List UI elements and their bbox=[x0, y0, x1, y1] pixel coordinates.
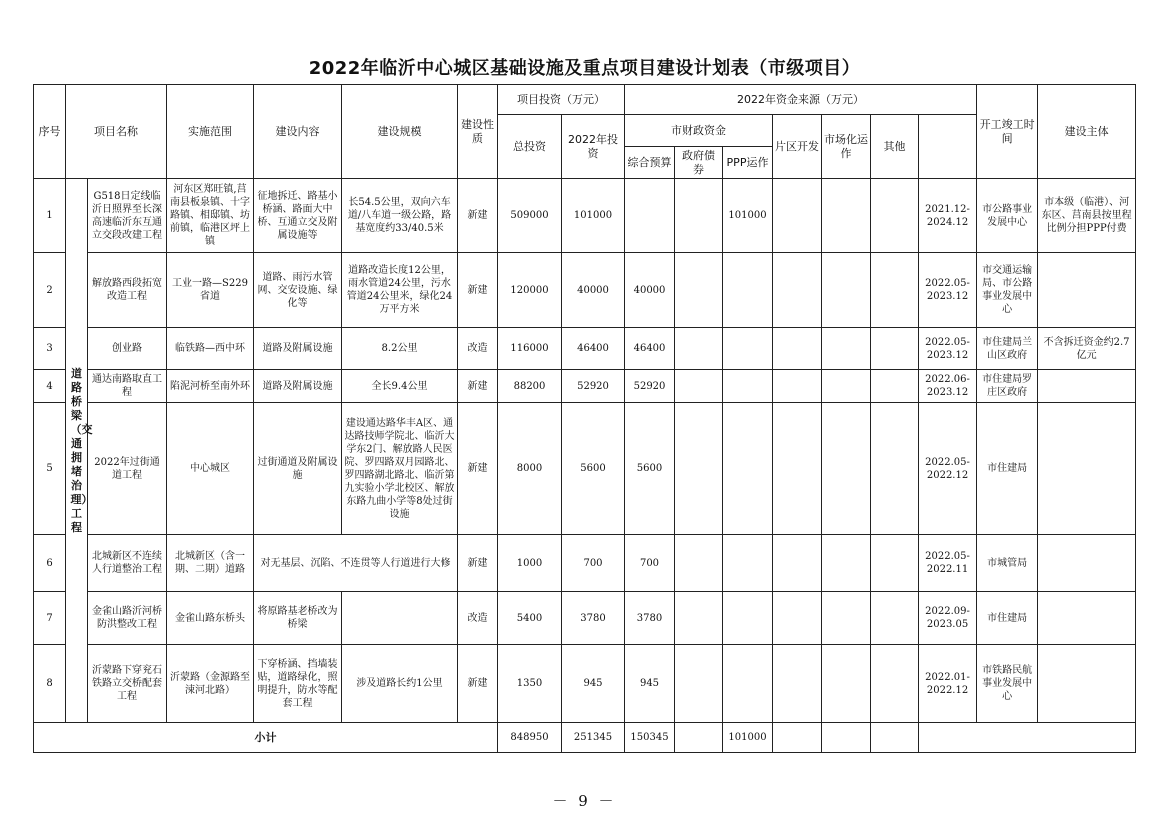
cell-gov-bond bbox=[675, 370, 723, 403]
cell-nature: 新建 bbox=[458, 370, 498, 403]
cell-market bbox=[822, 370, 871, 403]
cell-remark bbox=[1038, 253, 1136, 328]
cell-total: 509000 bbox=[498, 179, 562, 253]
cell-period: 2022.05-2022.11 bbox=[919, 535, 977, 592]
cell-total: 5400 bbox=[498, 592, 562, 645]
cell-owner: 市交通运输局、市公路事业发展中心 bbox=[977, 253, 1038, 328]
cell-ppp: 101000 bbox=[723, 179, 773, 253]
cell-remark: 不含拆迁资金约2.7亿元 bbox=[1038, 328, 1136, 370]
cell-gov-bond bbox=[675, 403, 723, 535]
header-name: 项目名称 bbox=[66, 85, 167, 179]
cell-other bbox=[871, 535, 919, 592]
cell-2022-investment: 3780 bbox=[562, 592, 625, 645]
cell-market bbox=[822, 592, 871, 645]
cell-owner: 市住建局罗庄区政府 bbox=[977, 370, 1038, 403]
cell-other bbox=[871, 403, 919, 535]
cell-2022-investment: 945 bbox=[562, 645, 625, 723]
cell-district bbox=[773, 179, 822, 253]
cell-period: 2022.09-2023.05 bbox=[919, 592, 977, 645]
cell-seq: 3 bbox=[34, 328, 66, 370]
header-city-finance: 市财政资金 bbox=[625, 115, 773, 147]
cell-ppp bbox=[723, 253, 773, 328]
cell-period: 2022.05-2022.12 bbox=[919, 403, 977, 535]
cell-remark: 市本级（临港）、河东区、莒南县按里程比例分担PPP付费 bbox=[1038, 179, 1136, 253]
cell-ppp bbox=[723, 370, 773, 403]
cell-scale: 道路改造长度12公里，雨水管道24公里，污水管道24公里米，绿化24万平方米 bbox=[342, 253, 458, 328]
cell-project-name: 金雀山路沂河桥防洪整改工程 bbox=[88, 592, 167, 645]
category-label: 道路桥梁（交通拥堵治理）工程 bbox=[70, 366, 93, 534]
cell-ppp bbox=[723, 403, 773, 535]
cell-scope: 陷泥河桥至南外环 bbox=[167, 370, 254, 403]
cell-project-name: 解放路西段拓宽改造工程 bbox=[88, 253, 167, 328]
cell-2022-investment: 5600 bbox=[562, 403, 625, 535]
cell-other bbox=[871, 370, 919, 403]
cell-seq: 8 bbox=[34, 645, 66, 723]
cell-other bbox=[871, 592, 919, 645]
cell-scope: 中心城区 bbox=[167, 403, 254, 535]
cell-other bbox=[871, 645, 919, 723]
cell-market bbox=[822, 179, 871, 253]
cell-ppp bbox=[723, 645, 773, 723]
cell-district bbox=[773, 535, 822, 592]
header-ppp: PPP运作 bbox=[723, 147, 773, 179]
cell-ppp bbox=[723, 328, 773, 370]
cell-project-name: 沂蒙路下穿兖石铁路立交桥配套工程 bbox=[88, 645, 167, 723]
cell-district bbox=[773, 370, 822, 403]
cell-seq: 4 bbox=[34, 370, 66, 403]
cell-ppp bbox=[723, 535, 773, 592]
cell-nature: 新建 bbox=[458, 645, 498, 723]
cell-comprehensive: 3780 bbox=[625, 592, 675, 645]
cell-district bbox=[773, 253, 822, 328]
cell-2022-investment: 46400 bbox=[562, 328, 625, 370]
cell-nature: 改造 bbox=[458, 328, 498, 370]
table-row bbox=[34, 370, 1136, 403]
header-scale: 建设规模 bbox=[342, 85, 458, 179]
cell-content: 道路、雨污水管网、交安设施、绿化等 bbox=[254, 253, 342, 328]
project-plan-table bbox=[33, 84, 1136, 753]
cell-total: 1350 bbox=[498, 645, 562, 723]
cell-scope: 金雀山路东桥头 bbox=[167, 592, 254, 645]
cell-nature: 新建 bbox=[458, 179, 498, 253]
cell-content: 下穿桥涵、挡墙装贴，道路绿化，照明提升，防水等配套工程 bbox=[254, 645, 342, 723]
cell-total: 1000 bbox=[498, 535, 562, 592]
cell-2022-investment: 40000 bbox=[562, 253, 625, 328]
cell-other bbox=[871, 179, 919, 253]
subtotal-row bbox=[34, 723, 1136, 753]
page-title: 2022年临沂中心城区基础设施及重点项目建设计划表（市级项目） bbox=[308, 58, 861, 79]
cell-2022-investment: 52920 bbox=[562, 370, 625, 403]
cell-content: 征地拆迁、路基小桥涵、路面大中桥、互通立交及附属设施等 bbox=[254, 179, 342, 253]
table-row bbox=[34, 403, 1136, 535]
table-row bbox=[34, 645, 1136, 723]
header-content: 建设内容 bbox=[254, 85, 342, 179]
table-row bbox=[34, 253, 1136, 328]
subtotal-ppp: 101000 bbox=[723, 723, 773, 753]
cell-scope: 沂蒙路（金源路至涑河北路） bbox=[167, 645, 254, 723]
subtotal-other bbox=[871, 723, 919, 753]
page-number: － 9 － bbox=[552, 792, 617, 810]
cell-nature: 新建 bbox=[458, 253, 498, 328]
cell-nature: 新建 bbox=[458, 403, 498, 535]
cell-project-name: 创业路 bbox=[88, 328, 167, 370]
table-row bbox=[34, 535, 1136, 592]
cell-period: 2022.05-2023.12 bbox=[919, 328, 977, 370]
cell-market bbox=[822, 403, 871, 535]
cell-project-name: 2022年过街通道工程 bbox=[88, 403, 167, 535]
cell-scale: 长54.5公里，双向六车道/八车道一级公路，路基宽度约33/40.5米 bbox=[342, 179, 458, 253]
cell-comprehensive: 52920 bbox=[625, 370, 675, 403]
header-2022: 2022年投资 bbox=[562, 115, 625, 179]
cell-market bbox=[822, 253, 871, 328]
cell-content: 将原路基老桥改为桥梁 bbox=[254, 592, 342, 645]
header-gov-bond: 政府债券 bbox=[675, 147, 723, 179]
subtotal-comprehensive: 150345 bbox=[625, 723, 675, 753]
cell-owner: 市铁路民航事业发展中心 bbox=[977, 645, 1038, 723]
cell-ppp bbox=[723, 592, 773, 645]
cell-period: 2022.01-2022.12 bbox=[919, 645, 977, 723]
cell-owner: 市住建局 bbox=[977, 403, 1038, 535]
header-scope: 实施范围 bbox=[167, 85, 254, 179]
table-row bbox=[34, 179, 1136, 253]
cell-scope: 工业一路—S229省道 bbox=[167, 253, 254, 328]
table-row bbox=[34, 328, 1136, 370]
cell-content: 过街通道及附属设施 bbox=[254, 403, 342, 535]
cell-total: 88200 bbox=[498, 370, 562, 403]
cell-period: 2022.05-2023.12 bbox=[919, 253, 977, 328]
header-investment: 项目投资（万元） bbox=[498, 85, 625, 115]
cell-remark bbox=[1038, 645, 1136, 723]
cell-total: 8000 bbox=[498, 403, 562, 535]
table-body bbox=[34, 179, 1136, 753]
subtotal-label: 小计 bbox=[34, 723, 498, 753]
cell-period: 2022.06-2023.12 bbox=[919, 370, 977, 403]
cell-owner: 市城管局 bbox=[977, 535, 1038, 592]
header-period: 开工竣工时间 bbox=[977, 85, 1038, 179]
header-owner: 建设主体 bbox=[1038, 85, 1136, 179]
cell-comprehensive: 700 bbox=[625, 535, 675, 592]
header-funding: 2022年资金来源（万元） bbox=[625, 85, 977, 115]
cell-district bbox=[773, 592, 822, 645]
cell-market bbox=[822, 645, 871, 723]
header-district: 片区开发 bbox=[773, 115, 822, 179]
cell-owner: 市住建局 bbox=[977, 592, 1038, 645]
category-cell bbox=[66, 179, 93, 723]
cell-district bbox=[773, 645, 822, 723]
cell-owner: 市公路事业发展中心 bbox=[977, 179, 1038, 253]
cell-2022-investment: 101000 bbox=[562, 179, 625, 253]
cell-seq: 5 bbox=[34, 403, 66, 535]
cell-owner: 市住建局兰山区政府 bbox=[977, 328, 1038, 370]
header-other: 其他 bbox=[871, 115, 919, 179]
cell-gov-bond bbox=[675, 253, 723, 328]
cell-content: 道路及附属设施 bbox=[254, 328, 342, 370]
cell-2022-investment: 700 bbox=[562, 535, 625, 592]
cell-gov-bond bbox=[675, 535, 723, 592]
subtotal-district bbox=[773, 723, 822, 753]
cell-scale: 全长9.4公里 bbox=[342, 370, 458, 403]
cell-other bbox=[871, 328, 919, 370]
header-nature: 建设性质 bbox=[458, 85, 498, 179]
cell-comprehensive: 40000 bbox=[625, 253, 675, 328]
cell-scope: 临铁路—西中环 bbox=[167, 328, 254, 370]
cell-gov-bond bbox=[675, 179, 723, 253]
subtotal-2022: 251345 bbox=[562, 723, 625, 753]
table-row bbox=[34, 592, 1136, 645]
cell-market bbox=[822, 328, 871, 370]
cell-project-name: G518日定线临沂日照界至长深高速临沂东互通立交段改建工程 bbox=[88, 179, 167, 253]
cell-seq: 7 bbox=[34, 592, 66, 645]
subtotal-market bbox=[822, 723, 871, 753]
cell-other bbox=[871, 253, 919, 328]
cell-seq: 1 bbox=[34, 179, 66, 253]
cell-scale: 8.2公里 bbox=[342, 328, 458, 370]
cell-content: 对无基层、沉陷、不连贯等人行道进行大修 bbox=[254, 535, 458, 592]
cell-nature: 新建 bbox=[458, 535, 498, 592]
cell-nature: 改造 bbox=[458, 592, 498, 645]
header-total: 总投资 bbox=[498, 115, 562, 179]
cell-comprehensive bbox=[625, 179, 675, 253]
cell-gov-bond bbox=[675, 328, 723, 370]
cell-market bbox=[822, 535, 871, 592]
cell-period: 2021.12-2024.12 bbox=[919, 179, 977, 253]
cell-comprehensive: 945 bbox=[625, 645, 675, 723]
cell-scale: 涉及道路长约1公里 bbox=[342, 645, 458, 723]
cell-total: 120000 bbox=[498, 253, 562, 328]
subtotal-gov-bond bbox=[675, 723, 723, 753]
cell-seq: 2 bbox=[34, 253, 66, 328]
header-market: 市场化运作 bbox=[822, 115, 871, 179]
cell-scale bbox=[342, 592, 458, 645]
cell-total: 116000 bbox=[498, 328, 562, 370]
cell-project-name: 北城新区不连续人行道整治工程 bbox=[88, 535, 167, 592]
cell-district bbox=[773, 328, 822, 370]
cell-district bbox=[773, 403, 822, 535]
cell-seq: 6 bbox=[34, 535, 66, 592]
cell-content: 道路及附属设施 bbox=[254, 370, 342, 403]
cell-comprehensive: 46400 bbox=[625, 328, 675, 370]
cell-scope: 河东区郑旺镇,莒南县板泉镇、十字路镇、相邸镇、坊前镇，临港区坪上镇 bbox=[167, 179, 254, 253]
subtotal-total: 848950 bbox=[498, 723, 562, 753]
cell-scale: 建设通达路华丰A区、通达路技师学院北、临沂大学东2门、解放路人民医院、罗四路双月园路北、罗四路湖北路北、临沂第九实验小学北校区、解放东路九曲小学等8处过街设施 bbox=[342, 403, 458, 535]
cell-gov-bond bbox=[675, 592, 723, 645]
header-seq: 序号 bbox=[34, 85, 66, 179]
cell-remark bbox=[1038, 403, 1136, 535]
subtotal-blank bbox=[919, 723, 1136, 753]
header-comprehensive: 综合预算 bbox=[625, 147, 675, 179]
cell-remark bbox=[1038, 535, 1136, 592]
cell-comprehensive: 5600 bbox=[625, 403, 675, 535]
cell-remark bbox=[1038, 592, 1136, 645]
cell-remark bbox=[1038, 370, 1136, 403]
cell-gov-bond bbox=[675, 645, 723, 723]
cell-scope: 北城新区（含一期、二期）道路 bbox=[167, 535, 254, 592]
cell-project-name: 通达南路取直工程 bbox=[88, 370, 167, 403]
